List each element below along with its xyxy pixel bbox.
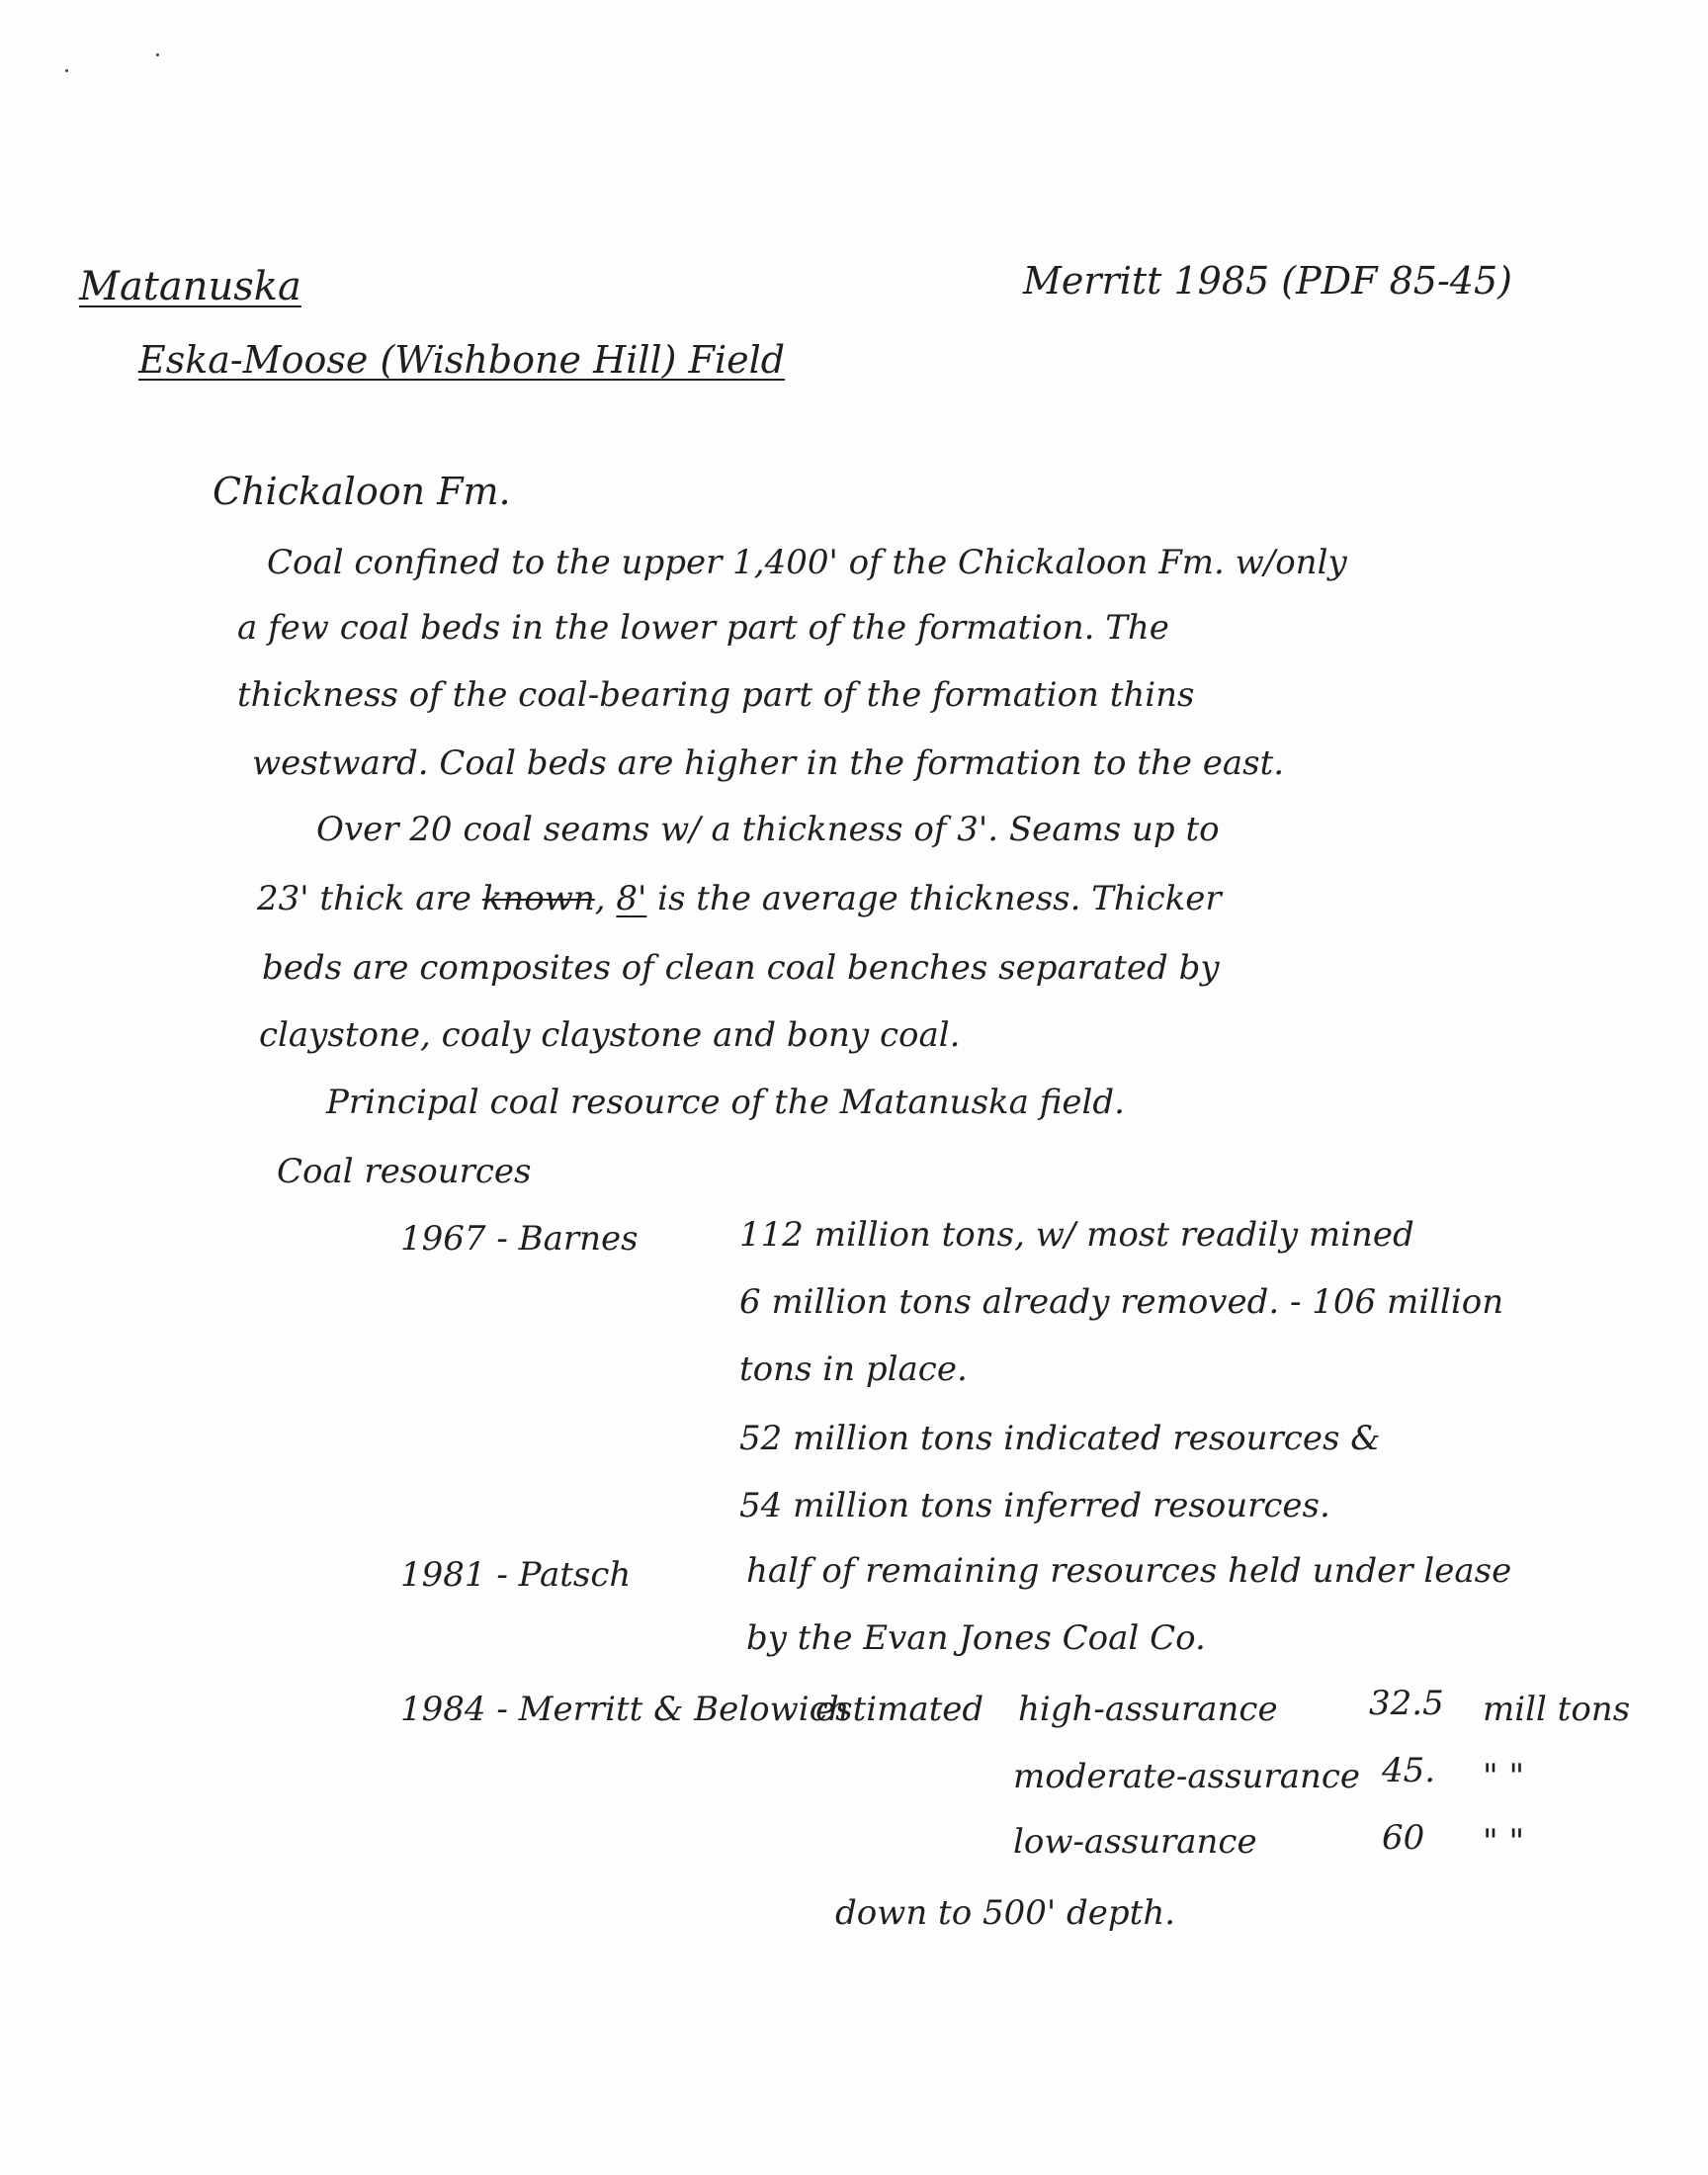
assurance-label: high-assurance <box>1018 1690 1278 1729</box>
entry-label: 1984 - Merritt & Belowich <box>400 1690 850 1729</box>
assurance-unit: " " <box>1483 1757 1525 1796</box>
assurance-unit: mill tons <box>1483 1690 1631 1729</box>
entry-text: 52 million tons indicated resources & <box>739 1419 1381 1458</box>
assurance-value: 60 <box>1382 1818 1425 1858</box>
scan-speck <box>156 53 159 56</box>
entry-text: 112 million tons, w/ most readily mined <box>739 1215 1414 1255</box>
underlined-value: 8' <box>616 879 647 918</box>
field-title: Eska-Moose (Wishbone Hill) Field <box>138 338 786 382</box>
text-line <box>257 879 1222 918</box>
assurance-value: 32.5 <box>1369 1684 1444 1723</box>
assurance-unit: " " <box>1483 1822 1525 1862</box>
entry-text: by the Evan Jones Coal Co. <box>746 1618 1206 1658</box>
assurance-label: low-assurance <box>1013 1822 1257 1862</box>
text-line: a few coal beds in the lower part of the formation. The <box>237 608 1169 648</box>
entry-text: 6 million tons already removed. - 106 million <box>739 1282 1504 1322</box>
text-line: Principal coal resource of the Matanuska field. <box>326 1083 1125 1122</box>
entry-text: half of remaining resources held under lease <box>746 1551 1512 1591</box>
assurance-label: moderate-assurance <box>1013 1757 1361 1796</box>
text-segment: is the average thickness. Thicker <box>657 879 1222 918</box>
text-line: thickness of the coal-bearing part of the formation thins <box>237 675 1195 715</box>
entry-label: 1981 - Patsch <box>400 1555 632 1595</box>
text-line: Coal confined to the upper 1,400' of the Chickaloon Fm. w/only <box>267 543 1347 582</box>
text-segment: 23' thick are <box>257 879 471 918</box>
text-segment: , <box>594 879 606 918</box>
entry-label: 1967 - Barnes <box>400 1219 639 1259</box>
entry-text: 54 million tons inferred resources. <box>739 1486 1330 1525</box>
citation: Merritt 1985 (PDF 85-45) <box>1023 259 1512 303</box>
entry-text: tons in place. <box>739 1349 968 1389</box>
text-line: Over 20 coal seams w/ a thickness of 3'. Seams up to <box>316 810 1220 849</box>
region-title: Matanuska <box>79 264 301 309</box>
text-line: westward. Coal beds are higher in the formation to the east. <box>252 743 1285 783</box>
text-line: claystone, coaly claystone and bony coal. <box>259 1015 961 1055</box>
text-line: beds are composites of clean coal benches separated by <box>262 948 1220 988</box>
assurance-value: 45. <box>1382 1751 1436 1790</box>
depth-note: down to 500' depth. <box>835 1893 1176 1933</box>
resources-heading: Coal resources <box>277 1152 532 1191</box>
struck-word: known <box>481 879 595 918</box>
formation-name: Chickaloon Fm. <box>213 470 511 513</box>
entry-text: estimated <box>815 1690 984 1729</box>
scan-speck <box>65 69 68 72</box>
